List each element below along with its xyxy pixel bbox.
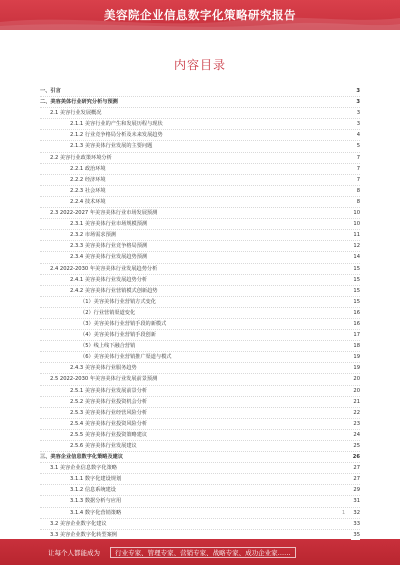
toc-entry-text: 2.2 美容行业政策环境分析 bbox=[50, 154, 112, 161]
report-title: 美容院企业信息数字化策略研究报告 bbox=[104, 8, 296, 22]
header-banner bbox=[0, 0, 400, 30]
toc-entry-text: 2.1.3 美容美体行业发展的主要问题 bbox=[70, 143, 153, 150]
toc-entry-text: 2.2.1 政治环境 bbox=[70, 165, 106, 172]
toc-entry-text: （5）线上线下融合营销 bbox=[80, 343, 136, 350]
toc-entry-text: 3.1.1 数字化建设规划 bbox=[70, 476, 122, 483]
toc-entry-page: 3 bbox=[356, 99, 360, 106]
toc-entry[interactable] bbox=[40, 386, 360, 397]
footer-lead: 让每个人都能成为 bbox=[48, 549, 100, 557]
toc-entry-page: 33 bbox=[353, 520, 360, 527]
toc-entry-text: 2.3.4 美容美体行业发展趋势预测 bbox=[70, 254, 148, 261]
toc-entry-text: 3.3 美容企业数字化转型案例 bbox=[50, 531, 117, 538]
toc-entry-page: 10 bbox=[353, 210, 360, 217]
toc-entry-page: 15 bbox=[353, 287, 360, 294]
toc-entry-page: 15 bbox=[353, 298, 360, 305]
toc-heading: 内容目录 bbox=[173, 58, 226, 72]
toc-entry-text: （6）美容美体行业营销推广渠道与模式 bbox=[80, 354, 172, 361]
toc-entry[interactable] bbox=[40, 397, 360, 408]
toc-entry-page: 15 bbox=[353, 276, 360, 283]
toc-entry-text: 2.5.5 美容美体行业投资策略建议 bbox=[70, 431, 148, 438]
toc-entry-page: 15 bbox=[353, 265, 360, 272]
toc-entry-text: 2.4.1 美容美体行业发展趋势分析 bbox=[70, 276, 148, 283]
toc-entry-page: 19 bbox=[353, 354, 360, 361]
toc-entry-page: 19 bbox=[353, 365, 360, 372]
toc-entry-page: 20 bbox=[353, 376, 360, 383]
toc-entry[interactable] bbox=[40, 352, 360, 363]
toc-entry[interactable] bbox=[40, 297, 360, 308]
toc-entry-text: 2.5.3 美容美体行业经营风险分析 bbox=[70, 409, 148, 416]
toc-entry[interactable] bbox=[40, 374, 360, 385]
toc-entry[interactable] bbox=[40, 208, 360, 219]
toc-entry-text: 一、引言 bbox=[40, 88, 61, 94]
toc-entry[interactable] bbox=[40, 441, 360, 452]
toc-entry-page: 17 bbox=[353, 332, 360, 339]
toc-entry[interactable] bbox=[40, 197, 360, 208]
toc-entry[interactable] bbox=[40, 164, 360, 175]
toc-entry-page: 18 bbox=[353, 343, 360, 350]
toc-entry-text: 2.3 2022-2027 年美容美体行业市场发展预测 bbox=[50, 210, 158, 217]
toc-entry[interactable] bbox=[40, 430, 360, 441]
toc-entry-page: 3 bbox=[356, 121, 360, 128]
toc-entry[interactable] bbox=[40, 330, 360, 341]
toc-entry[interactable] bbox=[40, 419, 360, 430]
toc-entry-text: 三、美容企业信息数字化策略及建议 bbox=[40, 454, 124, 461]
toc-entry[interactable] bbox=[40, 264, 360, 275]
footer-banner bbox=[0, 539, 400, 565]
toc-entry[interactable] bbox=[40, 319, 360, 330]
toc-entry-text: 3.1.3 数据分析与应用 bbox=[70, 498, 122, 505]
toc-entry-page: 4 bbox=[356, 132, 360, 139]
toc-entry-text: 2.1.1 美容行业的产生和发展历程与现状 bbox=[70, 121, 163, 128]
toc-entry-page: 3 bbox=[356, 88, 360, 94]
toc-entry[interactable] bbox=[40, 230, 360, 241]
toc-entry-text: 2.4.2 美容美体行业营销模式创新趋势 bbox=[70, 287, 158, 294]
toc-entry-page: 8 bbox=[356, 187, 360, 194]
toc-entry-page: 35 bbox=[353, 531, 360, 538]
toc-entry[interactable] bbox=[40, 119, 360, 130]
toc-entry-page: 12 bbox=[353, 243, 360, 250]
toc-entry[interactable] bbox=[40, 219, 360, 230]
toc-entry-text: 2.4.3 美容美体行业服务趋势 bbox=[70, 365, 137, 372]
toc-entry-text: 2.2.4 技术环境 bbox=[70, 198, 106, 205]
toc-entry[interactable] bbox=[40, 508, 360, 519]
toc-entry[interactable] bbox=[40, 153, 360, 164]
toc-entry[interactable] bbox=[40, 463, 360, 474]
toc-entry-text: 2.5.6 美容美体行业发展建议 bbox=[70, 443, 137, 449]
toc-entry-page: 5 bbox=[356, 143, 360, 150]
toc-entry[interactable] bbox=[40, 175, 360, 186]
toc-entry-text: 2.3.1 美容美体行业市场规模预测 bbox=[70, 221, 148, 228]
footer-slogan bbox=[48, 547, 300, 558]
toc-entry-page: 16 bbox=[353, 309, 360, 316]
toc-entry-text: 2.2.3 社会环境 bbox=[70, 187, 106, 194]
toc-entry-text: 3.1 美容企业信息数字化策略 bbox=[50, 465, 117, 472]
footer-highlight: 行业专家、管理专家、营销专家、战略专家、成功企业家…… bbox=[110, 547, 296, 558]
toc-entry[interactable] bbox=[40, 474, 360, 485]
toc-entry-page: 8 bbox=[356, 198, 360, 205]
toc-entry[interactable] bbox=[40, 519, 360, 530]
toc-entry-text: （4）美容美体行业营销手段创新 bbox=[80, 332, 156, 339]
toc-entry-text: 3.2 美容企业数字化建议 bbox=[50, 520, 107, 527]
toc-entry[interactable] bbox=[40, 130, 360, 141]
toc-entry-text: 2.5.2 美容美体行业投资机会分析 bbox=[70, 398, 148, 405]
toc-entry-page: 24 bbox=[353, 431, 360, 438]
toc-entry-text: 3.1.4 数字化营销策略 bbox=[70, 509, 122, 516]
toc-entry-text: （3）美容美体行业营销手段的新模式 bbox=[80, 320, 167, 327]
toc-entry-page: 10 bbox=[353, 221, 360, 228]
toc-entry-text: 2.5.1 美容美体行业发展前景分析 bbox=[70, 387, 148, 394]
toc-entry-text: 3.1.2 信息系统建设 bbox=[70, 487, 116, 494]
toc-entry[interactable] bbox=[40, 141, 360, 152]
toc-entry-page: 16 bbox=[353, 320, 360, 327]
toc-entry-page: 23 bbox=[353, 420, 360, 427]
toc-entry[interactable] bbox=[40, 496, 360, 507]
toc-entry-text: 2.3.3 美容美体行业竞争格局预测 bbox=[70, 243, 148, 250]
toc-entry-page: 25 bbox=[353, 443, 360, 449]
table-of-contents bbox=[40, 86, 360, 541]
toc-entry-text: （2）行业营销渠道变化 bbox=[80, 309, 136, 316]
toc-entry-page: 7 bbox=[356, 165, 360, 172]
toc-entry-page: 22 bbox=[353, 409, 360, 416]
toc-entry[interactable] bbox=[40, 485, 360, 496]
page-number: 1 bbox=[342, 510, 346, 516]
toc-entry-text: 2.4 2022-2030 年美容美体行业发展趋势分析 bbox=[50, 265, 158, 272]
toc-entry-page: 21 bbox=[353, 398, 360, 405]
toc-entry[interactable] bbox=[40, 275, 360, 286]
toc-entry-page: 20 bbox=[353, 387, 360, 394]
toc-entry-page: 32 bbox=[353, 509, 360, 516]
toc-entry-page: 27 bbox=[353, 465, 360, 472]
toc-entry-page: 14 bbox=[353, 254, 360, 261]
toc-entry-text: 2.1.2 行业竞争格局分析及未来发展趋势 bbox=[70, 132, 163, 139]
toc-entry[interactable] bbox=[40, 408, 360, 419]
toc-entry[interactable] bbox=[40, 252, 360, 263]
toc-entry-page: 3 bbox=[356, 110, 360, 117]
toc-entry-page: 27 bbox=[353, 476, 360, 483]
toc-entry-page: 31 bbox=[353, 498, 360, 505]
toc-entry[interactable] bbox=[40, 286, 360, 297]
toc-entry-text: 2.1 美容行业发展概况 bbox=[50, 110, 102, 117]
toc-entry-page: 11 bbox=[353, 232, 360, 239]
toc-entry[interactable] bbox=[40, 341, 360, 352]
toc-entry[interactable] bbox=[40, 86, 360, 97]
toc-entry[interactable] bbox=[40, 241, 360, 252]
toc-entry[interactable] bbox=[40, 97, 360, 108]
toc-entry-page: 7 bbox=[356, 176, 360, 183]
toc-entry[interactable] bbox=[40, 108, 360, 119]
toc-entry[interactable] bbox=[40, 452, 360, 463]
toc-entry-text: 2.3.2 市场需求预测 bbox=[70, 232, 116, 239]
toc-entry-text: 2.2.2 经济环境 bbox=[70, 176, 106, 183]
toc-entry-text: （1）美容美体行业营销方式变化 bbox=[80, 298, 156, 305]
toc-entry[interactable] bbox=[40, 186, 360, 197]
toc-entry-page: 7 bbox=[356, 154, 360, 161]
toc-entry[interactable] bbox=[40, 308, 360, 319]
toc-entry-text: 2.5.4 美容美体行业投资风险分析 bbox=[70, 420, 148, 427]
toc-entry-page: 26 bbox=[352, 454, 360, 461]
toc-entry-text: 2.5 2022-2030 年美容美体行业发展前景预测 bbox=[50, 376, 158, 383]
toc-entry[interactable] bbox=[40, 363, 360, 374]
toc-entry-page: 29 bbox=[353, 487, 360, 494]
toc-entry-text: 二、美容美体行业研究分析与预测 bbox=[40, 99, 118, 106]
